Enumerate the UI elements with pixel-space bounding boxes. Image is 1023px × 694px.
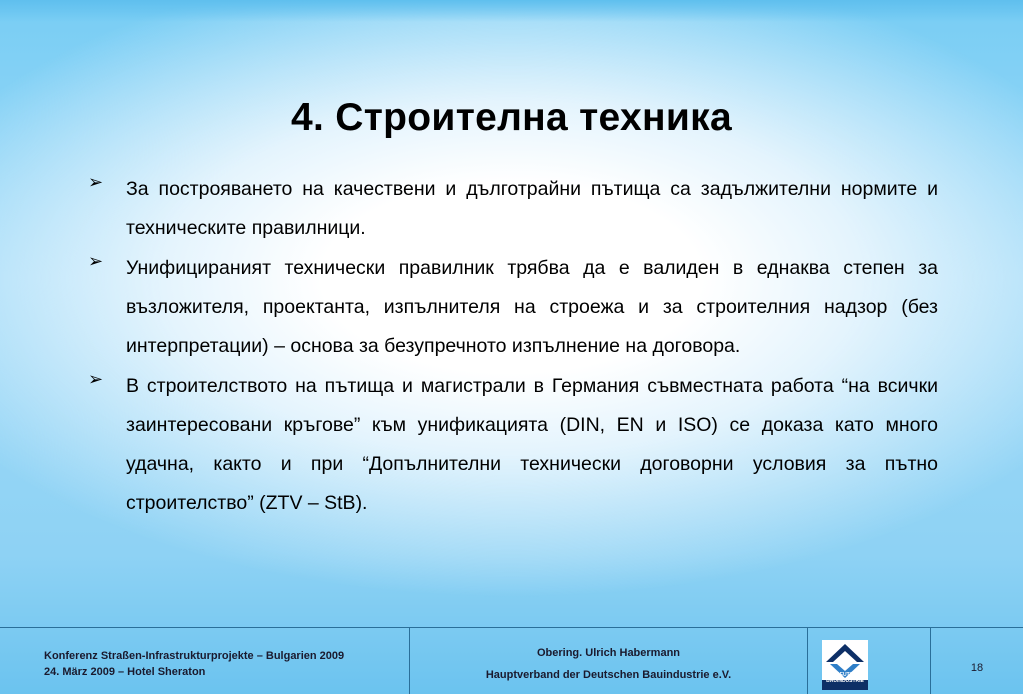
bullet-list bbox=[88, 172, 938, 532]
bullet-item bbox=[88, 367, 938, 523]
bullet-item bbox=[88, 249, 938, 366]
bullet-text: В строителството на пътища и магистрали в Германия съвместната работа “на всички заинтересовани кръгове” към унификацията (DIN, EN и ISO) се доказа като много удачна, както и при “Допълнителни технически договорни условия за пътно строителство” (ZTV – StB). bbox=[126, 375, 938, 514]
footer-page bbox=[931, 628, 1023, 694]
footer-author bbox=[410, 628, 808, 694]
top-band bbox=[0, 0, 1023, 22]
footer-conference-date: 24. März 2009 – Hotel Sheraton bbox=[44, 666, 206, 678]
slide-footer bbox=[0, 627, 1023, 694]
bullet-text: Унифицираният технически правилник трябва да е валиден в еднаква степен за възложителя, проектанта, изпълнителя на строежа и за строителния надзор (без интерпретации) – основа за безупречното изпълнение на договора. bbox=[126, 257, 938, 357]
logo-text-line1: DIE DEUTSCHE bbox=[826, 672, 864, 678]
bullet-item bbox=[88, 170, 938, 248]
footer-conference bbox=[0, 628, 410, 694]
page-number: 18 bbox=[970, 662, 984, 674]
slide-title: 4. Строителна техника bbox=[291, 96, 732, 139]
logo-caption bbox=[822, 673, 868, 684]
arrow-bullet-icon: ➢ bbox=[88, 369, 104, 390]
footer-organization: Hauptverband der Deutschen Bauindustrie e.V. bbox=[485, 669, 732, 681]
footer-author-name: Obering. Ulrich Habermann bbox=[536, 647, 681, 659]
arrow-bullet-icon: ➢ bbox=[88, 251, 104, 272]
footer-logo bbox=[808, 628, 931, 694]
bullet-text: За построяването на качествени и дълготрайни пътища са задължителни нормите и техническите правилници. bbox=[126, 178, 938, 239]
logo-text-line2: BAUINDUSTRIE bbox=[826, 677, 864, 684]
arrow-bullet-icon: ➢ bbox=[88, 172, 104, 193]
footer-conference-title: Konferenz Straßen-Infrastrukturprojekte – Bulgarien 2009 bbox=[44, 650, 345, 662]
